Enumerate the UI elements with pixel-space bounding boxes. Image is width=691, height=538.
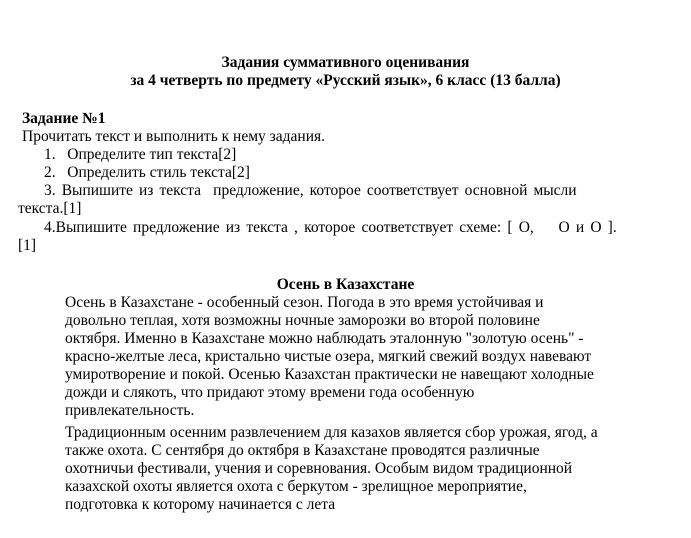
task-intro: Прочитать текст и выполнить к нему задания. (22, 128, 326, 145)
task-title: Задание №1 (22, 110, 106, 127)
task-item-4: 4.Выпишите предложение из текста , которое соответствует схеме: [ О, О и О ]. (44, 219, 617, 236)
paragraph-line: умиротворение и покой. Осенью Казахстан практически не навещают холодные (65, 366, 594, 383)
paragraph-line: Осень в Казахстане - особенный сезон. Погода в это время устойчивая и (65, 294, 544, 311)
paragraph-line: также охота. С сентября до октября в Казахстане проводятся различные (65, 442, 540, 459)
document-title-line-2: за 4 четверть по предмету «Русский язык», 6 класс (13 балла) (130, 72, 561, 89)
task-item-1: 1. Определите тип текста[2] (44, 146, 237, 163)
paragraph-line: октября. Именно в Казахстане можно наблюдать эталонную "золотую осень" - (65, 330, 584, 347)
story-paragraph-2 (65, 424, 645, 514)
paragraph-line: привлекательность. (65, 402, 195, 419)
task-item-3: 3. Выпишите из текста предложение, которое соответствует основной мысли (44, 182, 577, 199)
document-title-line-1: Задания суммативного оценивания (221, 54, 470, 71)
paragraph-line: охотничьи фестивали, учения и соревнования. Особым видом традиционной (65, 460, 573, 477)
paragraph-line: казахской охоты является охота с беркутом - зрелищное мероприятие, (65, 478, 527, 495)
paragraph-line: Традиционным осенним развлечением для казахов является сбор урожая, ягод, а (65, 424, 598, 441)
story-paragraph-1 (65, 294, 645, 420)
task-item-4-continued: [1] (18, 237, 37, 254)
paragraph-line: красно-желтые леса, кристально чистые озера, мягкий свежий воздух навевают (65, 348, 592, 365)
paragraph-line: подготовка к которому начинается с лета (65, 496, 336, 513)
task-item-2: 2. Определить стиль текста[2] (44, 164, 250, 181)
task-item-3-continued: текста.[1] (18, 200, 82, 217)
paragraph-line: довольно теплая, хотя возможны ночные заморозки во второй половине (65, 312, 540, 329)
paragraph-line: дожди и слякоть, что придают этому времени года особенную (65, 384, 475, 401)
story-title: Осень в Казахстане (276, 276, 415, 293)
